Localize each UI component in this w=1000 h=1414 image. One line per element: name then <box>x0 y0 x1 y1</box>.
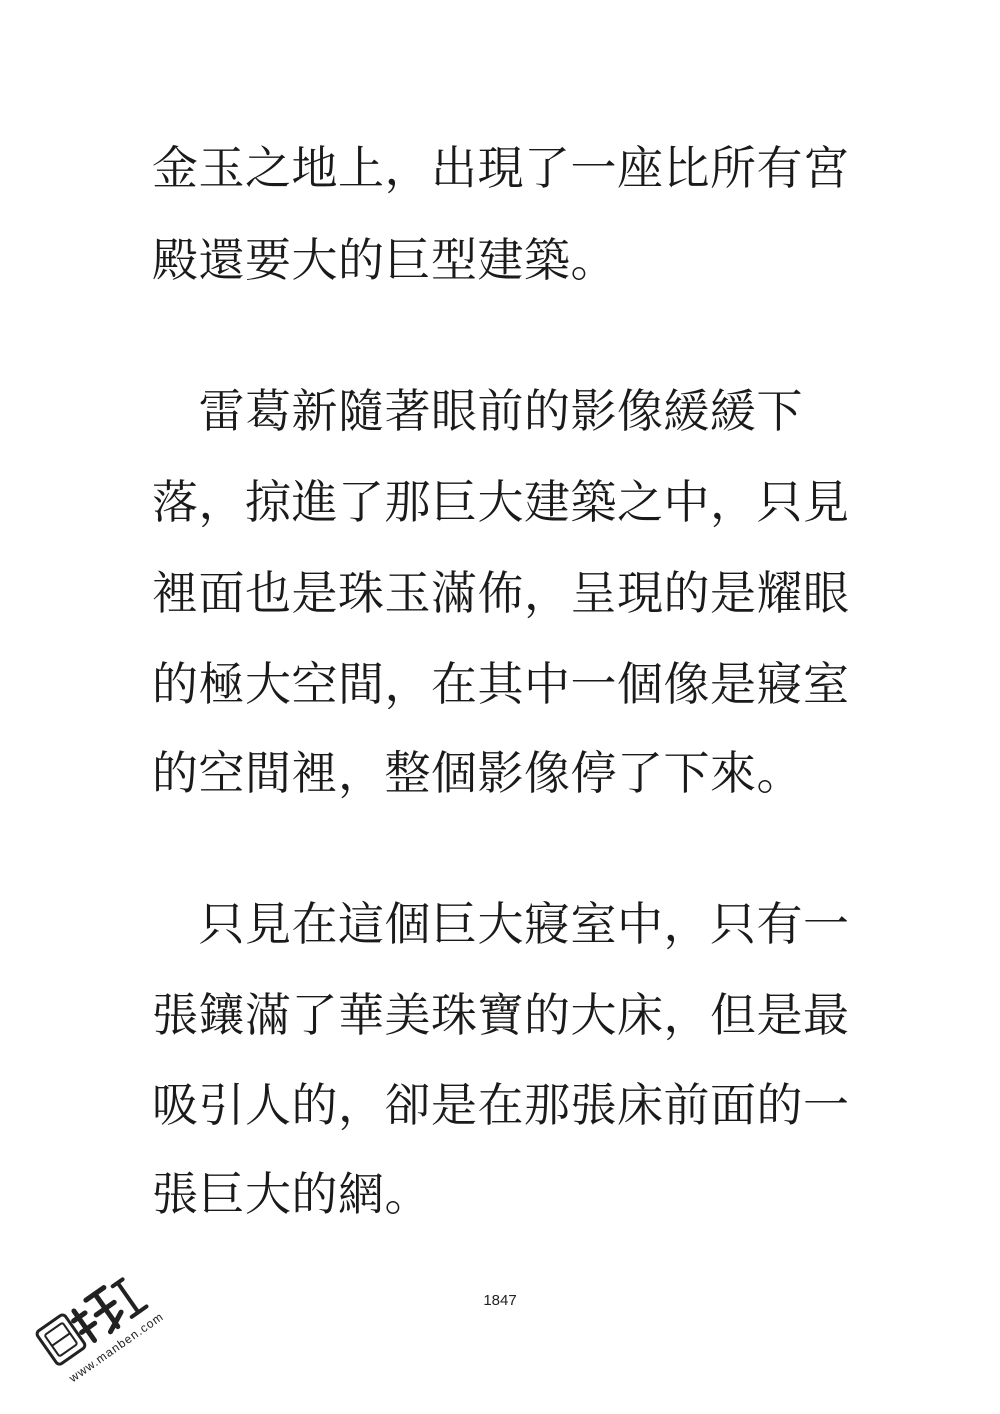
paragraph-2-line-4: 的極大空間，在其中一個像是寢室 <box>152 657 850 711</box>
paragraph-2-line-2: 落，掠進了那巨大建築之中，只見 <box>152 475 850 529</box>
paragraph-3-line-2: 張鑲滿了華美珠寶的大床，但是最 <box>152 988 850 1042</box>
paragraph-2-line-5: 的空間裡，整個影像停了下來。 <box>152 746 803 800</box>
paragraph-3-line-1: 只見在這個巨大寢室中，只有一 <box>152 897 850 951</box>
paragraph-3-line-3: 吸引人的，卻是在那張床前面的一 <box>152 1078 850 1132</box>
paragraph-2-line-3: 裡面也是珠玉滿佈，呈現的是耀眼 <box>152 566 850 620</box>
paragraph-1-line-1: 金玉之地上，出現了一座比所有宮 <box>152 141 850 195</box>
watermark-logo <box>8 1258 178 1408</box>
page-number: 1847 <box>483 1292 517 1309</box>
paragraph-1-line-2: 殿還要大的巨型建築。 <box>152 233 617 287</box>
paragraph-3-line-4: 張巨大的網。 <box>152 1167 431 1221</box>
paragraph-2-line-1: 雷葛新隨著眼前的影像緩緩下 <box>152 384 803 438</box>
watermark-url: www.manben.com <box>66 1309 167 1386</box>
